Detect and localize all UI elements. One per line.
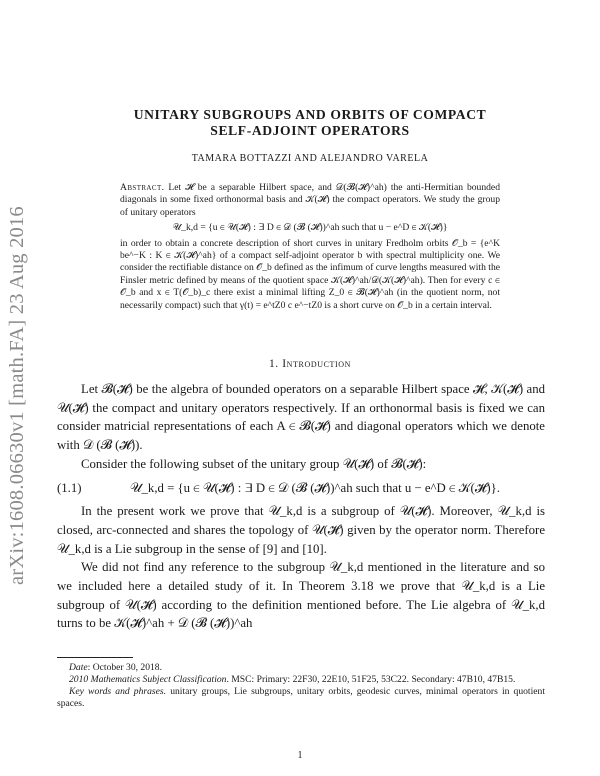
date-value: : October 30, 2018. bbox=[87, 662, 162, 673]
paper-title bbox=[90, 107, 530, 139]
equation-1-1 bbox=[57, 479, 545, 498]
keywords-value: unitary groups, Lie subgroups, unitary orbits, geodesic curves, minimal operators in quotient spaces. bbox=[57, 685, 545, 709]
arxiv-identifier[interactable]: arXiv:1608.06630v1 [math.FA] 23 Aug 2016 bbox=[6, 206, 28, 585]
keywords-label: Key words and phrases. bbox=[69, 685, 167, 697]
abstract bbox=[120, 182, 500, 312]
paragraph-4: We did not find any reference to the subgroup 𝒰_k,d mentioned in the literature and so we included here a detailed study of it. In Theorem 3.18 we prove that 𝒰_k,d is a Lie subgroup of 𝒰(𝓗) according to the definition mentioned before. The Lie algebra of 𝒰_k,d turns to be 𝒦(𝓗)^ah + 𝒟 (𝓑 (𝓗))^ah bbox=[57, 560, 545, 631]
footnote-date bbox=[57, 662, 545, 674]
footnote-rule bbox=[57, 657, 133, 658]
abstract-text-1: Let 𝓗 be a separable Hilbert space, and 𝒟(𝓑(𝓗)^ah) the anti-Hermitian bounded diagonals in some fixed orthonormal basis and 𝒦(𝓗) the compact operators. We study the group of unitary operators bbox=[120, 182, 500, 218]
title-line-2: SELF-ADJOINT OPERATORS bbox=[210, 123, 410, 138]
abstract-label: Abstract. bbox=[120, 182, 165, 193]
date-label: Date bbox=[69, 662, 88, 673]
footnotes bbox=[57, 662, 545, 710]
equation-body: 𝒰_k,d = {u ∈ 𝒰(𝓗) : ∃ D ∈ 𝒟 (𝓑 (𝓗))^ah such that u − e^D ∈ 𝒦(𝓗)}. bbox=[130, 480, 500, 495]
section-heading-introduction: 1. Introduction bbox=[268, 358, 352, 370]
paragraph-1: Let 𝓑(𝓗) be the algebra of bounded operators on a separable Hilbert space 𝓗, 𝒦(𝓗) and 𝒰(𝓗) the compact and unitary operators respectively. If an orthonormal basis is fixed we can consider matricial representations of each A ∈ 𝓑(𝓗) and diagonal operators which we denote with 𝒟 (𝓑 (𝓗)). bbox=[57, 382, 545, 453]
introduction-body bbox=[57, 380, 545, 633]
authors: TAMARA BOTTAZZI AND ALEJANDRO VARELA bbox=[191, 153, 429, 164]
msc-value: . MSC: Primary: 22F30, 22E10, 51F25, 53C22. Secondary: 47B10, 47B15. bbox=[226, 673, 516, 685]
footnote-keywords bbox=[57, 686, 545, 710]
equation-number: (1.1) bbox=[57, 480, 82, 495]
page-number: 1 bbox=[297, 750, 303, 761]
abstract-display-equation: 𝒰_k,d = {u ∈ 𝒰(𝓗) : ∃ D ∈ 𝒟 (𝓑 (𝓗))^ah such that u − e^D ∈ 𝒦(𝓗)} bbox=[172, 222, 448, 234]
footnote-msc bbox=[57, 674, 545, 686]
msc-label: 2010 Mathematics Subject Classification bbox=[69, 673, 227, 685]
paragraph-3: In the present work we prove that 𝒰_k,d is a subgroup of 𝒰(𝓗). Moreover, 𝒰_k,d is closed, arc-connected and shares the topology of 𝒰(𝓗) given by the operator norm. Therefore 𝒰_k,d is a Lie subgroup in the sense of [9] and [10]. bbox=[57, 504, 545, 556]
title-line-1: UNITARY SUBGROUPS AND ORBITS OF COMPACT bbox=[133, 107, 487, 122]
abstract-text-2: in order to obtain a concrete description of short curves in unitary Fredholm orbits 𝒪_b = {e^K be^−K : K ∈ 𝒦(𝓗)^ah} of a compact self-adjoint operator b with spectral multiplicity one. We consider the rectifiable distance on 𝒪_b defined as the infimum of curve lengths measured with the Finsler metric defined by means of the quotient space 𝒦(𝓗)^ah/𝒟(𝒦(𝓗)^ah). Then for every c ∈ 𝒪_b and x ∈ T(𝒪_b)_c there exist a minimal lifting Z_0 ∈ 𝓑(𝓗)^ah (in the quotient norm, not necessarily compact) such that γ(t) = e^tZ0 c e^−tZ0 is a short curve on 𝒪_b in a certain interval. bbox=[120, 237, 500, 311]
paragraph-2: Consider the following subset of the unitary group 𝒰(𝓗) of 𝓑(𝓗): bbox=[81, 456, 427, 471]
